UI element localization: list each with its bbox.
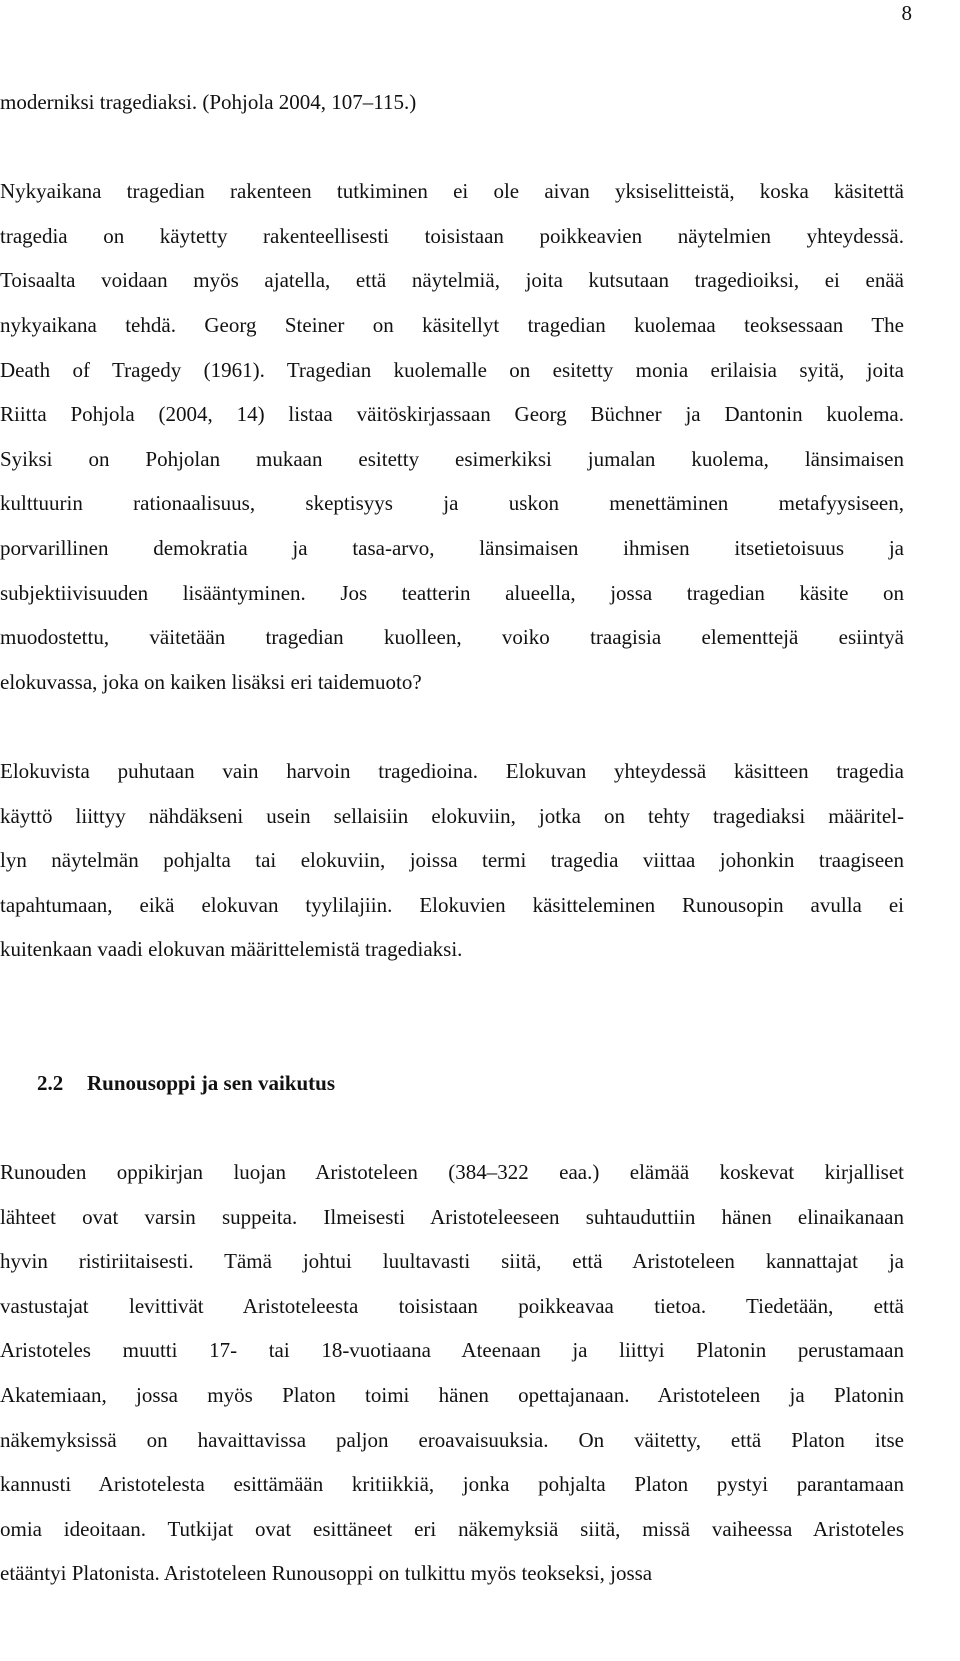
text-line: kannusti Aristotelesta esittämään kritiikkiä, jonka pohjalta Platon pystyi parantamaan bbox=[0, 1472, 904, 1497]
text-line: Death of Tragedy (1961). Tragedian kuolemalle on esitetty monia erilaisia syitä, joita bbox=[0, 357, 904, 382]
paragraph-film-tragedy bbox=[0, 749, 904, 972]
text-line: moderniksi tragediaksi. (Pohjola 2004, 107–115.) bbox=[0, 90, 417, 114]
text-line: Akatemiaan, jossa myös Platon toimi hänen opettajanaan. Aristoteleen ja Platonin bbox=[0, 1383, 904, 1408]
text-line: nykyaikana tehdä. Georg Steiner on käsitellyt tragedian kuolemaa teoksessaan The bbox=[0, 312, 904, 337]
page-number: 8 bbox=[901, 1, 912, 25]
text-line: käyttö liittyy nähdäkseni usein sellaisiin elokuviin, jotka on tehty tragediaksi määritel- bbox=[0, 803, 904, 828]
paragraph-tragedy-structure bbox=[0, 169, 904, 704]
text-line: Riitta Pohjola (2004, 14) listaa väitöskirjassaan Georg Büchner ja Dantonin kuolema. bbox=[0, 402, 904, 427]
text-line: tragedia on käytetty rakenteellisesti toisistaan poikkeavien näytelmien yhteydessä. bbox=[0, 223, 904, 248]
paragraph-aristotle bbox=[0, 1150, 904, 1596]
section-number: 2.2 bbox=[37, 1070, 64, 1095]
text-line: lähteet ovat varsin suppeita. Ilmeisesti Aristoteleeseen suhtauduttiin hänen elinaikanaan bbox=[0, 1204, 904, 1229]
text-line: elokuvassa, joka on kaiken lisäksi eri taidemuoto? bbox=[0, 669, 422, 694]
text-line: etääntyi Platonista. Aristoteleen Runousoppi on tulkittu myös teokseksi, jossa bbox=[0, 1561, 653, 1586]
text-line: Nykyaikana tragedian rakenteen tutkiminen ei ole aivan yksiselitteistä, koska käsitettä bbox=[0, 179, 904, 204]
text-line: kuitenkaan vaadi elokuvan määrittelemistä tragediaksi. bbox=[0, 937, 463, 962]
text-line: Elokuvista puhutaan vain harvoin tragedioina. Elokuvan yhteydessä käsitteen tragedia bbox=[0, 758, 904, 783]
section-title: Runousoppi ja sen vaikutus bbox=[87, 1070, 336, 1095]
text-line: muodostettu, väitetään tragedian kuolleen, voiko traagisia elementtejä esiintyä bbox=[0, 625, 904, 650]
text-line: lyn näytelmän pohjalta tai elokuviin, joissa termi tragedia viittaa johonkin traagiseen bbox=[0, 848, 904, 873]
text-line: vastustajat levittivät Aristoteleesta toisistaan poikkeavaa tietoa. Tiedetään, että bbox=[0, 1293, 904, 1318]
text-line: omia ideoitaan. Tutkijat ovat esittäneet eri näkemyksiä siitä, missä vaiheessa Aristoteles bbox=[0, 1516, 904, 1541]
paragraph-continuation bbox=[0, 80, 904, 125]
text-line: näkemyksissä on havaittavissa paljon eroavaisuuksia. On väitetty, että Platon itse bbox=[0, 1427, 904, 1452]
text-line: subjektiivisuuden lisääntyminen. Jos teatterin alueella, jossa tragedian käsite on bbox=[0, 580, 904, 605]
text-line: porvarillinen demokratia ja tasa-arvo, länsimaisen ihmisen itsetietoisuus ja bbox=[0, 535, 904, 560]
text-line: Toisaalta voidaan myös ajatella, että näytelmiä, joita kutsutaan tragedioiksi, ei enää bbox=[0, 268, 904, 293]
text-line: kulttuurin rationaalisuus, skeptisyys ja uskon menettäminen metafyysiseen, bbox=[0, 491, 904, 516]
text-line: Syiksi on Pohjolan mukaan esitetty esimerkiksi jumalan kuolema, länsimaisen bbox=[0, 446, 904, 471]
text-line: tapahtumaan, eikä elokuvan tyylilajiin. Elokuvien käsitteleminen Runousopin avulla ei bbox=[0, 892, 904, 917]
text-line: Runouden oppikirjan luojan Aristoteleen (384–322 eaa.) elämää koskevat kirjalliset bbox=[0, 1160, 904, 1185]
text-line: hyvin ristiriitaisesti. Tämä johtui luultavasti siitä, että Aristoteleen kannattajat ja bbox=[0, 1249, 904, 1274]
text-line: Aristoteles muutti 17- tai 18-vuotiaana Ateenaan ja liittyi Platonin perustamaan bbox=[0, 1338, 904, 1363]
section-heading bbox=[0, 1061, 904, 1106]
page-body bbox=[0, 80, 904, 1596]
